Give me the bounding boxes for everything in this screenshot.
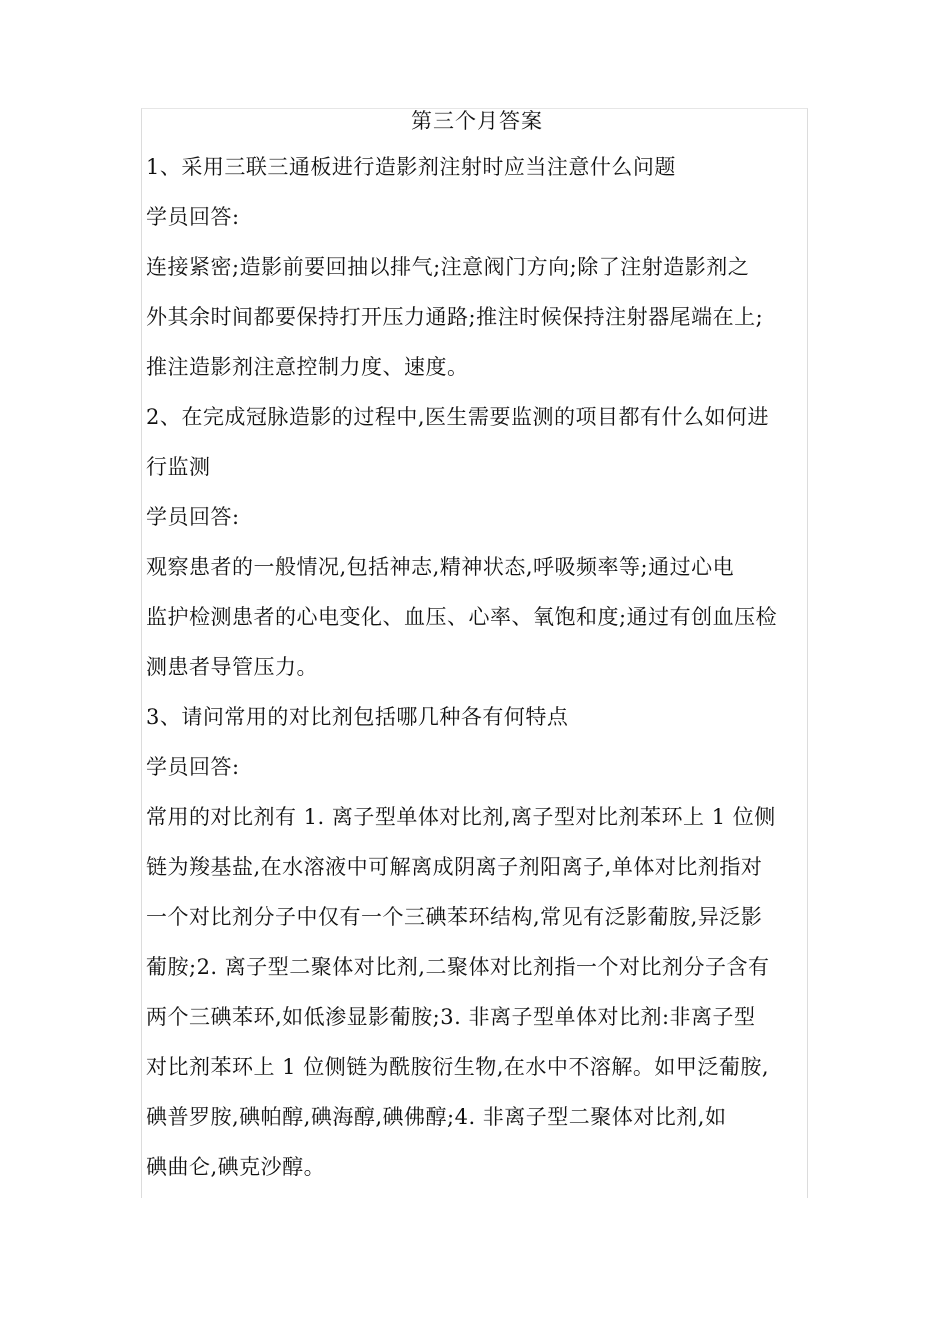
answer-line: 一个对比剂分子中仅有一个三碘苯环结构,常见有泛影葡胺,异泛影 (146, 905, 763, 929)
question-section-2 (146, 392, 818, 692)
answer-line: 推注造影剂注意控制力度、速度。 (146, 355, 469, 379)
answer-line: 常用的对比剂有 1. 离子型单体对比剂,离子型对比剂苯环上 1 位侧 (146, 805, 776, 829)
answer-line: 外其余时间都要保持打开压力通路;推注时候保持注射器尾端在上; (146, 305, 764, 329)
answer-line: 观察患者的一般情况,包括神志,精神状态,呼吸频率等;通过心电 (146, 555, 735, 579)
document-body (146, 108, 818, 1192)
answer-line: 连接紧密;造影前要回抽以排气;注意阀门方向;除了注射造影剂之 (146, 255, 750, 279)
answer-line: 测患者导管压力。 (146, 655, 318, 679)
question-text: 2、在完成冠脉造影的过程中,医生需要监测的项目都有什么如何进 (146, 405, 770, 429)
question-section-3 (146, 692, 818, 1192)
question-text: 行监测 (146, 455, 211, 479)
answer-line: 监护检测患者的心电变化、血压、心率、氧饱和度;通过有创血压检 (146, 605, 778, 629)
answer-line: 葡胺;2. 离子型二聚体对比剂,二聚体对比剂指一个对比剂分子含有 (146, 955, 770, 979)
question-section-1 (146, 142, 818, 392)
answer-line: 链为羧基盐,在水溶液中可解离成阴离子剂阳离子,单体对比剂指对 (146, 855, 763, 879)
answer-label: 学员回答: (146, 505, 240, 529)
answer-line: 对比剂苯环上 1 位侧链为酰胺衍生物,在水中不溶解。如甲泛葡胺, (146, 1055, 770, 1079)
document-title: 第三个月答案 (411, 109, 543, 133)
answer-label: 学员回答: (146, 755, 240, 779)
answer-line: 碘普罗胺,碘帕醇,碘海醇,碘佛醇;4. 非离子型二聚体对比剂,如 (146, 1105, 727, 1129)
answer-line: 两个三碘苯环,如低渗显影葡胺;3. 非离子型单体对比剂:非离子型 (146, 1005, 756, 1029)
answer-label: 学员回答: (146, 205, 240, 229)
answer-line: 碘曲仑,碘克沙醇。 (146, 1155, 326, 1179)
question-text: 3、请问常用的对比剂包括哪几种各有何特点 (146, 705, 569, 729)
question-text: 1、采用三联三通板进行造影剂注射时应当注意什么问题 (146, 155, 676, 179)
